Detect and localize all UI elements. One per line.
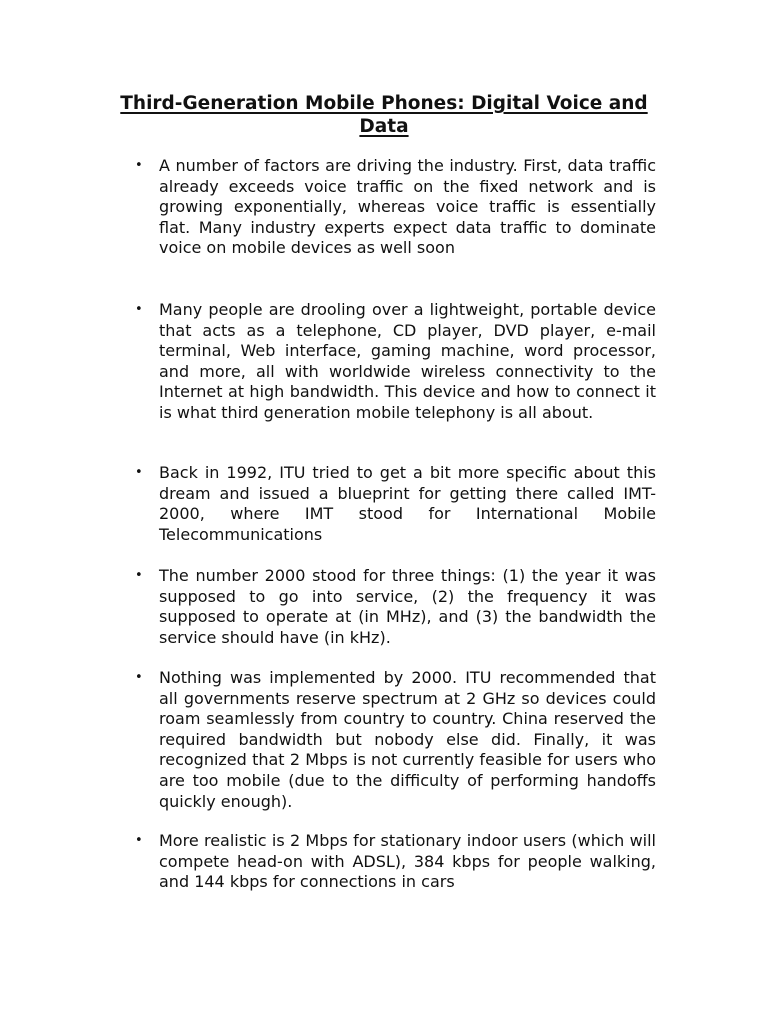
bullet-icon: • — [135, 833, 143, 848]
page-title: Third-Generation Mobile Phones: Digital Voice and Data — [120, 93, 648, 137]
list-item — [135, 463, 656, 545]
list-item-text: A number of factors are driving the industry. First, data traffic already exceeds voice traffic on the fixed network and is growing exponentially, whereas voice traffic is essentially flat. Many industry experts expect data traffic to dominate voice on mobile devices as well soon — [159, 156, 656, 258]
list-item-text: Nothing was implemented by 2000. ITU recommended that all governments reserve spectrum at 2 GHz so devices could roam seamlessly from country to country. China reserved the required bandwidth but nobody else did. Finally, it was recognized that 2 Mbps is not currently feasible for users who are too mobile (due to the difficulty of performing handoffs quickly enough). — [159, 668, 656, 811]
list-item-text: Back in 1992, ITU tried to get a bit more specific about this dream and issued a blueprint for getting there called IMT-2000, where IMT stood for International Mobile Telecommunications — [159, 463, 656, 544]
list-item — [135, 831, 656, 893]
list-item — [135, 566, 656, 648]
bullet-icon: • — [135, 158, 143, 173]
list-item-text: The number 2000 stood for three things: (1) the year it was supposed to go into service, (2) the frequency it was supposed to operate at (in MHz), and (3) the bandwidth the service should have (in kHz). — [159, 566, 656, 647]
list-item — [135, 156, 656, 259]
bullet-icon: • — [135, 568, 143, 583]
bullet-icon: • — [135, 465, 143, 480]
list-item — [135, 668, 656, 812]
list-item — [135, 300, 656, 424]
list-item-text: Many people are drooling over a lightweight, portable device that acts as a telephone, CD player, DVD player, e-mail terminal, Web interface, gaming machine, word processor, and more, all with worldwide wireless connectivity to the Internet at high bandwidth. This device and how to connect it is what third generation mobile telephony is all about. — [159, 300, 656, 422]
bullet-icon: • — [135, 670, 143, 685]
bullet-icon: • — [135, 302, 143, 317]
list-item-text: More realistic is 2 Mbps for stationary indoor users (which will compete head-on with ADSL), 384 kbps for people walking, and 144 kbps for connections in cars — [159, 831, 656, 892]
